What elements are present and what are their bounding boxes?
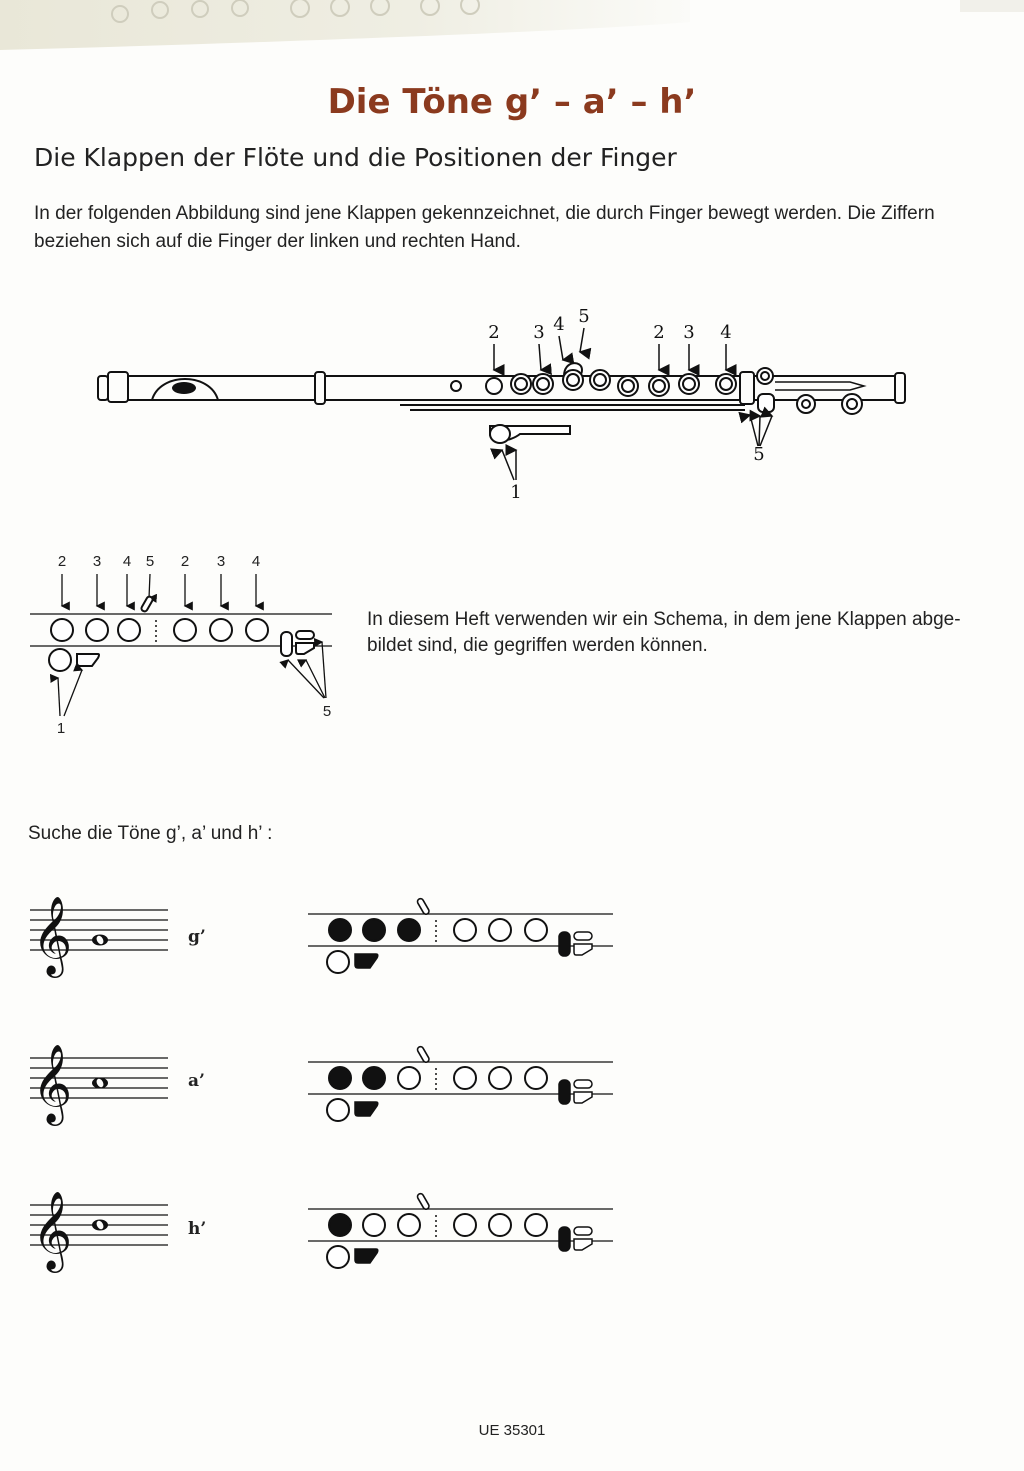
arrow-icon — [559, 336, 563, 360]
hole-open — [454, 919, 476, 941]
pinky-key — [574, 1080, 592, 1088]
arrow-icon — [64, 670, 82, 716]
flute-illustration — [90, 300, 910, 510]
hole-closed — [329, 919, 351, 941]
arrow-icon — [580, 328, 584, 352]
arrow-icon — [539, 344, 541, 370]
thumb-hole — [327, 1246, 349, 1268]
pinky-key — [559, 1227, 570, 1251]
thumb-key — [355, 1102, 378, 1116]
arrow-icon — [502, 450, 514, 480]
thumb-number: 1 — [56, 720, 66, 737]
fingering-schema-legend — [22, 546, 342, 742]
schema-text-line: In diesem Heft verwenden wir ein Schema, in dem jene Klappen abge- — [367, 609, 961, 630]
finger-number: 4 — [553, 314, 565, 335]
pinky-key — [574, 1239, 592, 1250]
top-flute-banner — [0, 0, 1024, 60]
finger-number: 5 — [145, 553, 155, 570]
finger-number: 3 — [683, 322, 695, 343]
arrow-icon — [750, 415, 758, 446]
intro-text-line: In der folgenden Abbildung sind jene Klappen gekennzeichnet, die durch Finger bewegt werden. Die Ziffern — [34, 203, 935, 224]
arrow-icon — [322, 642, 326, 698]
pinky-key — [559, 932, 570, 956]
treble-clef-icon: 𝄞 — [32, 1191, 73, 1270]
thumb-key — [355, 954, 378, 968]
pinky-key — [574, 944, 592, 955]
finger-number: 2 — [180, 553, 190, 570]
pinky-lever-icon — [416, 1193, 430, 1211]
hole-open — [398, 1067, 420, 1089]
hole-open — [489, 1067, 511, 1089]
finger-number: 2 — [57, 553, 67, 570]
treble-clef-icon: 𝄞 — [32, 1044, 73, 1123]
note-row-g — [0, 882, 700, 992]
finger-number: 4 — [720, 322, 732, 343]
pinky-key — [574, 932, 592, 940]
note-row-a — [0, 1030, 700, 1140]
arrow-icon — [58, 678, 60, 716]
hole-open — [489, 1214, 511, 1236]
whole-note-icon — [92, 935, 108, 946]
staff — [30, 882, 170, 982]
arrow-icon — [288, 660, 324, 698]
schema-text-line: bildet sind, die gegriffen werden können. — [367, 635, 708, 656]
thumb-number: 1 — [510, 482, 522, 503]
hole-open — [525, 1067, 547, 1089]
note-label: a’ — [188, 1071, 205, 1091]
thumb-hole — [327, 951, 349, 973]
note-row-h — [0, 1177, 700, 1287]
finger-number: 5 — [578, 306, 590, 327]
finger-number: 4 — [251, 553, 261, 570]
treble-clef-icon: 𝄞 — [32, 896, 73, 975]
note-label: h’ — [188, 1219, 207, 1239]
staff — [30, 1177, 170, 1277]
finger-number: 3 — [533, 322, 545, 343]
hole-closed — [363, 1067, 385, 1089]
task-instruction: Suche die Töne g’, a’ und h’ : — [28, 823, 273, 844]
fingering-diagram — [308, 1177, 618, 1287]
arrow-icon — [306, 660, 325, 698]
finger-number: 2 — [653, 322, 665, 343]
pinky-number: 5 — [322, 703, 332, 720]
finger-number: 3 — [216, 553, 226, 570]
note-label: g’ — [188, 927, 206, 947]
hole-closed — [329, 1067, 351, 1089]
section-heading: Die Klappen der Flöte und die Positionen der Finger — [34, 143, 677, 172]
hole-open — [398, 1214, 420, 1236]
hole-closed — [329, 1214, 351, 1236]
thumb-hole — [327, 1099, 349, 1121]
whole-note-icon — [92, 1078, 108, 1089]
pinky-key — [574, 1092, 592, 1103]
staff — [30, 1030, 170, 1130]
pinky-lever-icon — [416, 898, 430, 916]
thumb-key — [355, 1249, 378, 1263]
hole-open — [363, 1214, 385, 1236]
intro-text-line: beziehen sich auf die Finger der linken und rechten Hand. — [34, 231, 521, 252]
arrow-icon — [760, 416, 772, 446]
finger-number: 4 — [122, 553, 132, 570]
finger-number: 2 — [488, 322, 500, 343]
pinky-key — [574, 1227, 592, 1235]
page-title: Die Töne g’ – a’ – h’ — [327, 82, 697, 122]
finger-number: 3 — [92, 553, 102, 570]
hole-open — [489, 919, 511, 941]
hole-open — [525, 1214, 547, 1236]
pinky-key — [559, 1080, 570, 1104]
hole-open — [454, 1067, 476, 1089]
arrow-icon — [149, 574, 150, 598]
hole-closed — [363, 919, 385, 941]
arrow-icon — [759, 416, 760, 446]
fingering-diagram — [308, 882, 618, 992]
pinky-lever-icon — [416, 1046, 430, 1064]
pinky-number: 5 — [753, 444, 765, 465]
hole-closed — [398, 919, 420, 941]
footer-catalog-number: UE 35301 — [478, 1422, 546, 1439]
hole-open — [525, 919, 547, 941]
hole-open — [454, 1214, 476, 1236]
whole-note-icon — [92, 1220, 108, 1231]
fingering-diagram — [308, 1030, 618, 1140]
